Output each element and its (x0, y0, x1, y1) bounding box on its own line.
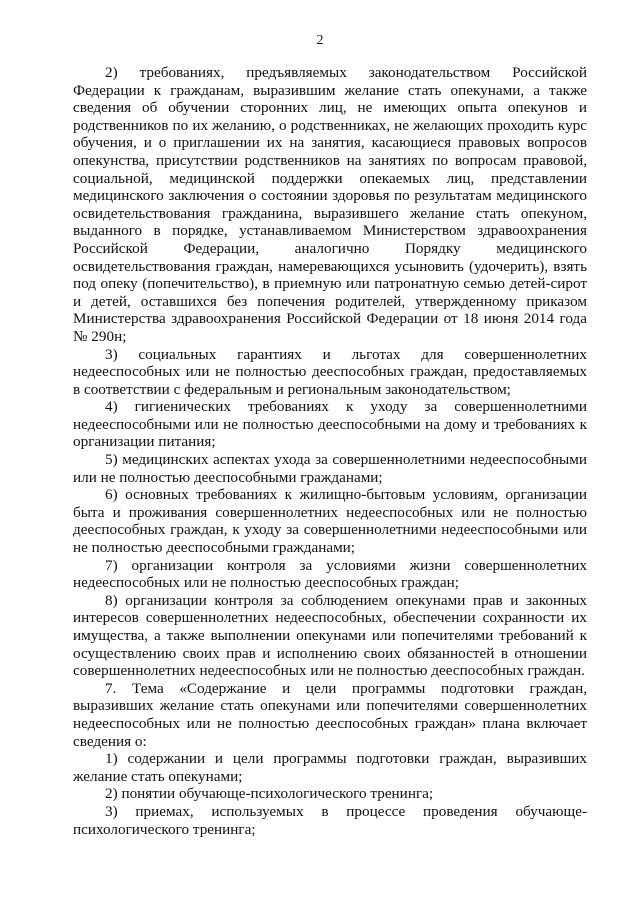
paragraph-subitem-2-training: 2) понятии обучающе-психологического тренинга; (105, 785, 434, 803)
paragraph-item-8-control-rights: 8) организации контроля за соблюдением опекунами прав и законных интересов совершеннолетних недееспособных, обеспечении сохранности их имущества, а также выполнении опекунами или попечителями требований к осуществлению своих прав и исполнению своих обязанностей в отношении совершеннолетних недееспособных или не полностью дееспособных граждан. (73, 591, 587, 680)
paragraph-item-5-medical: 5) медицинских аспектах ухода за совершеннолетними недееспособными или не полностью дееспособными гражданами; (73, 451, 587, 486)
paragraph-item-7-control-living: 7) организации контроля за условиями жизни совершеннолетних недееспособных или не полностью дееспособных граждан; (73, 556, 587, 592)
paragraph-section-7-topic: 7. Тема «Содержание и цели программы подготовки граждан, выразивших желание стать опекунами или попечителями совершеннолетних недееспособных или не полностью дееспособных граждан» плана включает сведения о: (73, 679, 587, 750)
paragraph-item-4-hygiene: 4) гигиенических требованиях к уходу за совершеннолетними недееспособными или не полностью дееспособными на дому и требованиях к организации питания; (73, 398, 587, 451)
paragraph-subitem-3-methods: 3) приемах, используемых в процессе проведения обучающе-психологического тренинга; (73, 802, 587, 838)
paragraph-subitem-1-program: 1) содержании и цели программы подготовки граждан, выразивших желание стать опекунами; (73, 750, 587, 785)
paragraph-item-2-requirements: 2) требованиях, предъявляемых законодательством Российской Федерации к гражданам, выразившим желание стать опекунами, а также сведения об обучении сторонних лиц, не имеющих опыта опекунов и родственников по их желанию, о родственниках, не желающих проходить курс обучения, и о приглашении их на занятия, касающиеся правовых вопросов опекунства, присутствии родственников на занятиях по вопросам правовой, социальной, медицинской поддержки опекаемых лиц, представлении медицинского заключения о состоянии здоровья по результатам медицинского освидетельствования гражданина, выразившего желание стать опекуном, выданного в порядке, устанавливаемом Министерством здравоохранения Российской Федерации, аналогично Порядку медицинского освидетельствования граждан, намеревающихся усыновить (удочерить), взять под опеку (попечительство), в приемную или патронатную семью детей-сирот и детей, оставшихся без попечения родителей, утвержденному приказом Министерства здравоохранения Российской Федерации от 18 июня 2014 года № 290н; (73, 64, 587, 345)
document-body (73, 64, 587, 838)
page-number: 2 (316, 33, 324, 48)
paragraph-item-6-living-conditions: 6) основных требованиях к жилищно-бытовым условиям, организации быта и проживания совершеннолетних недееспособных или не полностью дееспособных граждан, к уходу за совершеннолетними недееспособными или не полностью дееспособными гражданами; (73, 486, 587, 557)
paragraph-item-3-social-guarantees: 3) социальных гарантиях и льготах для совершеннолетних недееспособных или не полностью дееспособных граждан, предоставляемых в соответствии с федеральным и региональным законодательством; (73, 345, 587, 398)
